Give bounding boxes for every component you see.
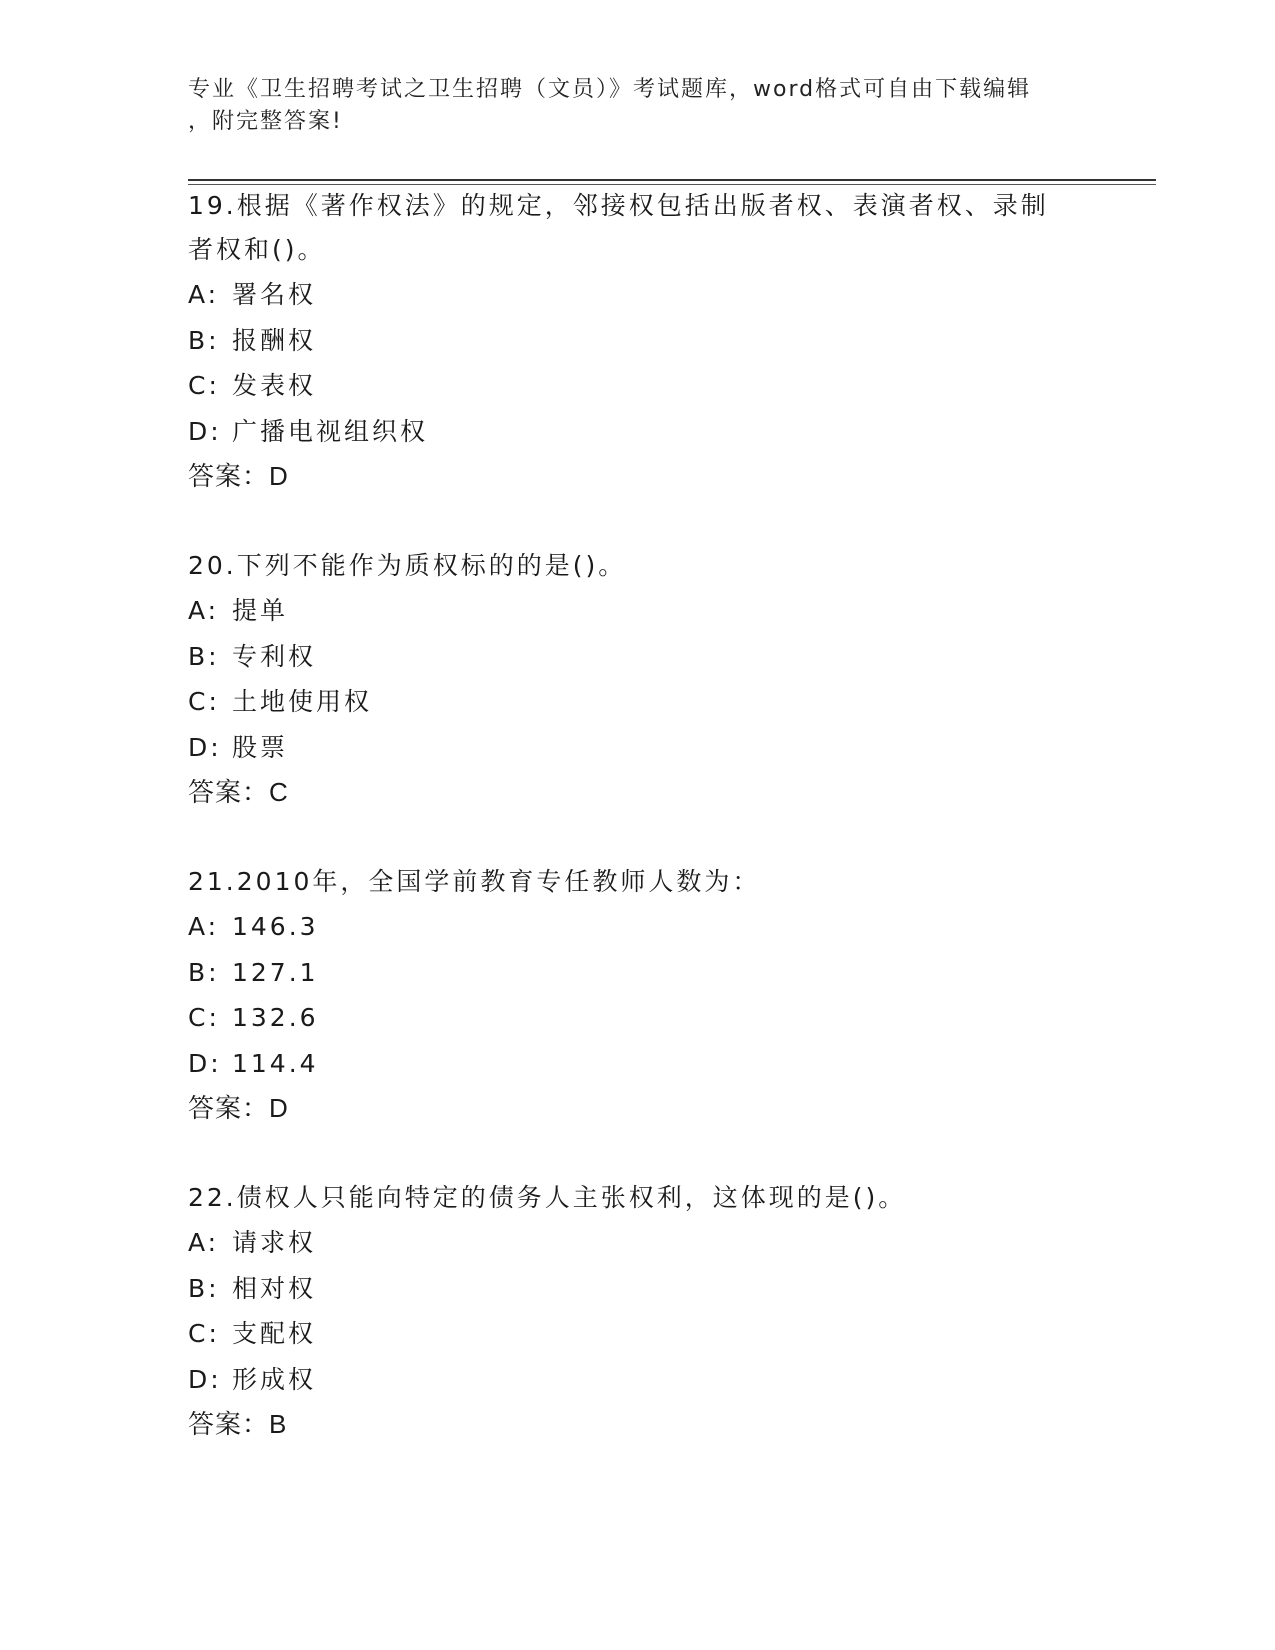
option-text: 形成权 [232,1364,317,1394]
option-text: 土地使用权 [232,687,373,716]
option-key: A: [188,596,220,625]
option-d [188,725,1088,771]
question-stem-line-1: 21.2010年，全国学前教育专任教师人数为： [188,867,761,896]
option-d [188,1041,1088,1087]
option-key: C: [188,371,220,400]
question-stem-line-1: 22.债权人只能向特定的债务人主张权利，这体现的是()。 [188,1183,907,1212]
header-divider-thick [188,179,1156,181]
option-key: D: [188,416,222,446]
option-key: A: [188,912,220,941]
option-text: 支配权 [232,1319,317,1348]
option-c [188,995,1088,1041]
option-d [188,1357,1088,1403]
option-b [188,1266,1088,1312]
answer-line: 答案：D [188,1093,289,1123]
header-line-1: 专业《卫生招聘考试之卫生招聘（文员）》考试题库，word格式可自由下载编辑 [188,77,1032,102]
option-key: B: [188,641,220,671]
option-d [188,409,1088,455]
option-a [188,272,1088,318]
option-c [188,363,1088,409]
option-text: 相对权 [232,1273,317,1303]
option-c [188,679,1088,725]
option-text: 股票 [232,732,289,762]
option-key: D: [188,1364,222,1394]
question-20 [188,544,1088,816]
option-key: C: [188,687,220,716]
answer-line: 答案：D [188,461,289,491]
option-a [188,588,1088,634]
option-a [188,1220,1088,1266]
answer-line: 答案：B [188,1409,288,1439]
answer-line: 答案：C [188,777,289,807]
option-text: 专利权 [232,641,317,671]
option-text: 提单 [232,596,289,625]
document-header [188,74,1088,138]
question-22 [188,1176,1088,1448]
question-stem-line-2: 者权和()。 [188,235,326,264]
question-stem-line-1: 19.根据《著作权法》的规定，邻接权包括出版者权、表演者权、录制 [188,191,1049,220]
option-key: C: [188,1003,220,1032]
question-stem [188,184,1088,272]
option-b [188,950,1088,996]
question-19 [188,184,1088,500]
option-key: A: [188,1228,220,1257]
option-key: B: [188,957,220,987]
option-text: 署名权 [232,280,317,309]
option-text: 报酬权 [232,325,317,355]
option-text: 广播电视组织权 [232,416,429,446]
question-stem [188,860,1088,904]
option-key: D: [188,732,222,762]
option-text: 127.1 [232,957,319,987]
option-key: C: [188,1319,220,1348]
option-key: B: [188,325,220,355]
option-b [188,634,1088,680]
header-line-2: ，附完整答案! [188,109,343,134]
option-text: 114.4 [232,1048,319,1078]
option-a [188,904,1088,950]
question-21 [188,860,1088,1132]
option-key: D: [188,1048,222,1078]
option-text: 发表权 [232,371,317,400]
question-stem [188,544,1088,588]
option-key: B: [188,1273,220,1303]
option-b [188,318,1088,364]
option-text: 146.3 [232,912,319,941]
option-text: 132.6 [232,1003,319,1032]
question-stem-line-1: 20.下列不能作为质权标的的是()。 [188,551,627,580]
option-key: A: [188,280,220,309]
option-c [188,1311,1088,1357]
option-text: 请求权 [232,1228,317,1257]
question-stem [188,1176,1088,1220]
